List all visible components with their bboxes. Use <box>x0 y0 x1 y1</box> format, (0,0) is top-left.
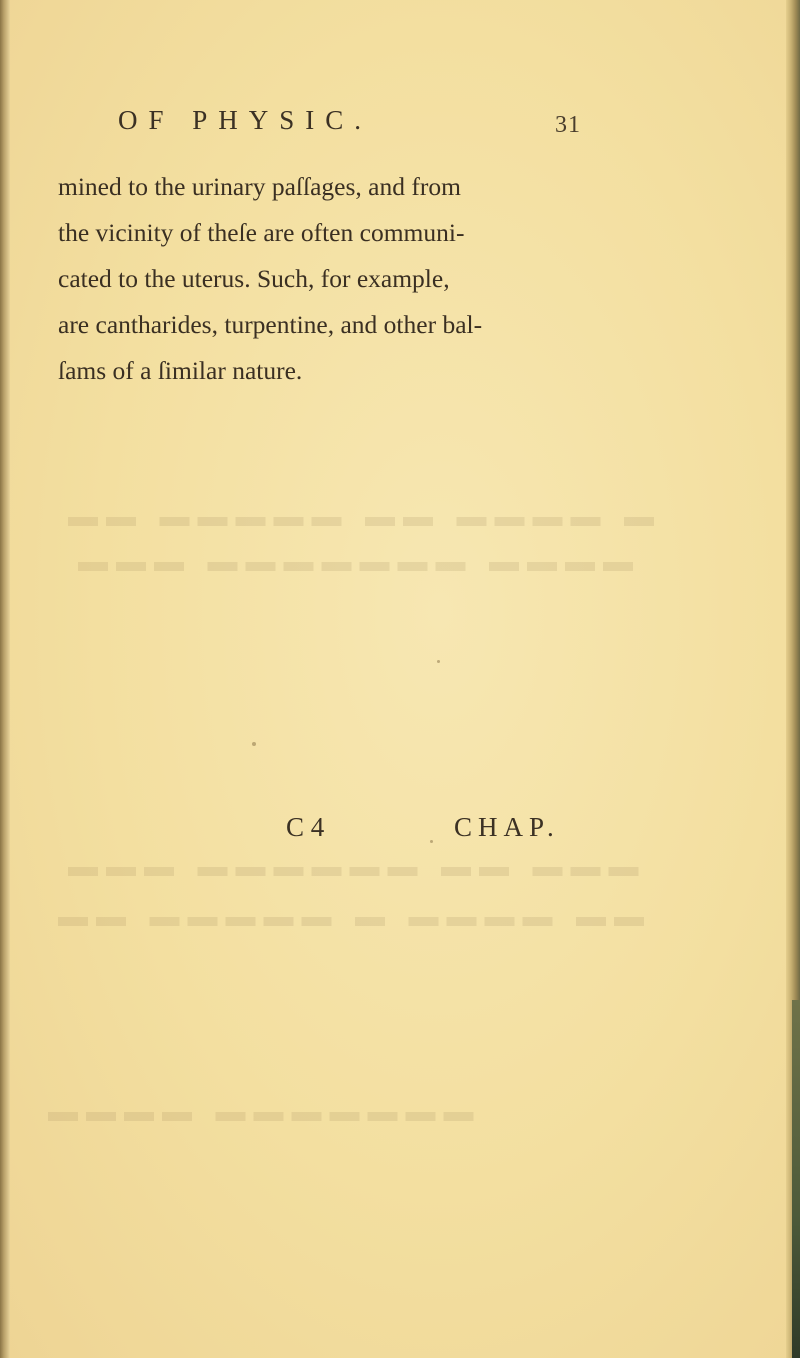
show-through: ▬ ▬▬▬▬ ▬▬ ▬▬▬▬▬ ▬▬ <box>60 500 654 533</box>
paper-speck <box>437 660 440 663</box>
text-line: mined to the urinary paſſages, and from <box>58 172 461 201</box>
running-head: OF PHYSIC. <box>118 105 373 135</box>
binding-edge <box>0 0 10 1358</box>
page-number: 31 <box>555 112 581 138</box>
paper-speck <box>430 840 433 843</box>
show-through: ▬▬▬ ▬▬ ▬▬▬▬▬▬ ▬▬▬ <box>60 850 639 883</box>
text-line: ſams of a ſimilar nature. <box>58 356 303 385</box>
page-edge-shadow <box>792 1000 800 1358</box>
paper-speck <box>252 742 256 746</box>
show-through: ▬▬ ▬▬▬▬ ▬ ▬▬▬▬▬ ▬▬ <box>50 900 644 933</box>
body-text <box>58 164 603 394</box>
text-line: the vicinity of theſe are often communi- <box>58 218 465 247</box>
catchword: CHAP. <box>454 812 560 842</box>
text-line: are cantharides, turpentine, and other bal- <box>58 310 483 339</box>
signature-mark: C 4 <box>286 812 325 842</box>
show-through: ▬▬▬▬ ▬▬▬▬▬▬▬ ▬▬▬ <box>70 545 633 578</box>
show-through: ▬▬▬▬▬▬▬ ▬▬▬▬ <box>40 1095 474 1128</box>
text-line: cated to the uterus. Such, for example, <box>58 264 450 293</box>
